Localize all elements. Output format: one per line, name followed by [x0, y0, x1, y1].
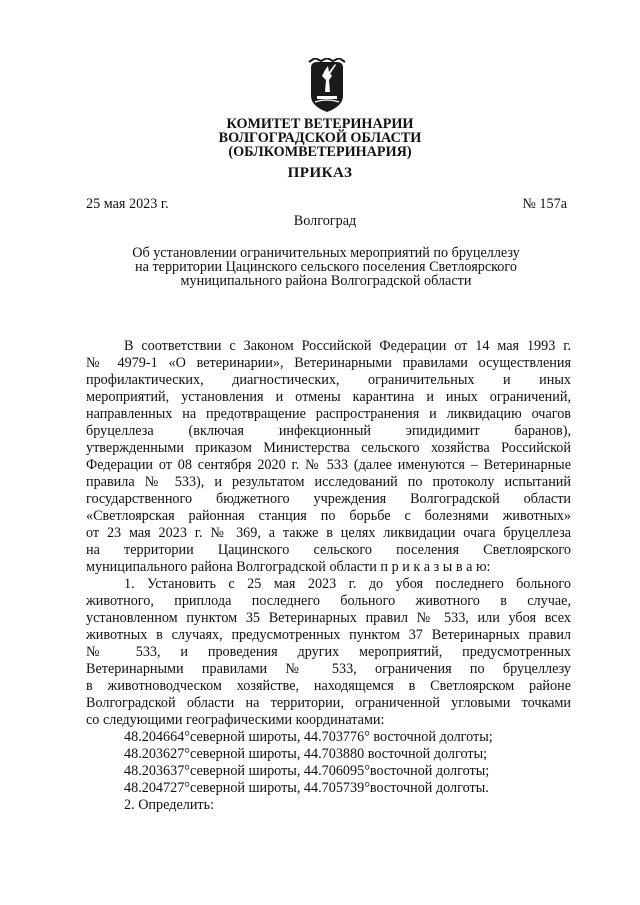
body-line: Ветеринарными правилами № 533, ограничения по бруцеллезу — [86, 661, 571, 677]
body-line: от 23 мая 2023 г. № 369, а также в целях ликвидации очага бруцеллеза — [86, 525, 571, 541]
document-city: Волгоград — [293, 213, 357, 229]
body-line: установленном пунктом 35 Ветеринарных правил № 533, или убоя всех — [86, 610, 571, 626]
body-line: № 533, и проведения других мероприятий, предусмотренных — [86, 644, 571, 660]
body-line: правила № 533), и результатом исследований по протоколу испытаний — [86, 474, 571, 490]
document-title-line: Об установлении ограничительных мероприятий по бруцеллезу — [132, 245, 520, 261]
document-title-line: на территории Цацинского сельского поселения Светлоярского — [135, 259, 517, 275]
document-type: ПРИКАЗ — [287, 165, 353, 181]
body-line: № 4979-1 «О ветеринарии», Ветеринарными правилами осуществления — [86, 355, 571, 371]
document-date: 25 мая 2023 г. — [86, 196, 169, 212]
coordinate-line: 48.204664°северной широты, 44.703776° восточной долготы; — [124, 729, 493, 745]
body-line: в животноводческом хозяйстве, находящемся в Светлоярском районе — [86, 678, 571, 694]
committee-name-line3: (ОБЛКОМВЕТЕРИНАРИЯ) — [228, 144, 412, 160]
body-line: государственного бюджетного учреждения Волгоградской области — [86, 491, 571, 507]
body-line: Волгоградской области на территории, ограниченной угловыми точками — [86, 695, 571, 711]
coordinate-line: 48.203627°северной широты, 44.703880 восточной долготы; — [124, 746, 488, 762]
body-line: В соответствии с Законом Российской Федерации от 14 мая 1993 г. — [124, 338, 571, 354]
body-line: мероприятий, установления и отмены карантина и иных ограничений, — [86, 389, 571, 405]
body-line: направленных на предотвращение распространения и ликвидацию очагов — [86, 406, 571, 422]
body-line: Федерации от 08 сентября 2020 г. № 533 (далее именуются – Ветеринарные — [86, 457, 571, 473]
body-line: 1. Установить с 25 мая 2023 г. до убоя последнего больного — [124, 576, 571, 592]
body-line: «Светлоярская районная станция по борьбе с болезнями животных» — [86, 508, 571, 524]
body-line: 2. Определить: — [124, 797, 215, 813]
body-line: бруцеллеза (включая инфекционный эпидидимит баранов), — [86, 423, 571, 439]
coat-of-arms-emblem — [307, 58, 347, 113]
committee-name-line1: КОМИТЕТ ВЕТЕРИНАРИИ — [226, 116, 414, 132]
coordinate-line: 48.203637°северной широты, 44.706095°восточной долготы; — [124, 763, 490, 779]
body-line: животных в случаях, предусмотренных пунктом 37 Ветеринарных правил — [86, 627, 571, 643]
body-line: профилактических, диагностических, ограничительных и иных — [86, 372, 571, 388]
body-line: со следующими географическими координатами: — [86, 712, 385, 728]
document-number: № 157а — [522, 196, 567, 212]
body-line: на территории Цацинского сельского поселения Светлоярского — [86, 542, 571, 558]
coordinate-line: 48.204727°северной широты, 44.705739°восточной долготы. — [124, 780, 489, 796]
document-title-line: муниципального района Волгоградской области — [180, 273, 472, 289]
body-line: муниципального района Волгоградской области п р и к а з ы в а ю: — [86, 559, 491, 575]
body-line: животного, приплода последнего больного животного в случае, — [86, 593, 571, 609]
committee-name-line2: ВОЛГОГРАДСКОЙ ОБЛАСТИ — [218, 130, 422, 146]
document-body — [86, 338, 571, 814]
body-line: утвержденными приказом Министерства сельского хозяйства Российской — [86, 440, 571, 456]
